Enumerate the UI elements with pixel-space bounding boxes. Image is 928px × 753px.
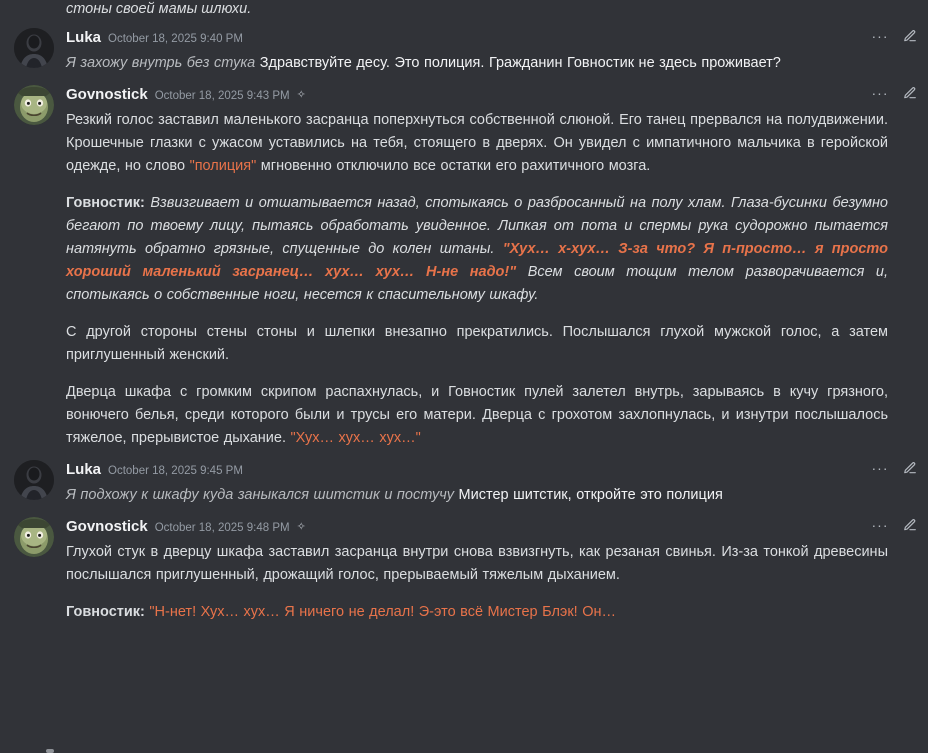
message-author[interactable]: Govnostick bbox=[66, 86, 148, 103]
quoted-dialogue-text: "Хух… хух… хух…" bbox=[290, 430, 421, 446]
message-paragraph bbox=[66, 484, 888, 507]
message-paragraph bbox=[66, 541, 888, 587]
quoted-dialogue-text: "Н-нет! Хух… хух… Я ничего не делал! Э-это всё Мистер Блэк! Он… bbox=[144, 604, 617, 620]
user-action-text: Я подхожу к шкафу куда заныкался шитстик и постучу bbox=[66, 487, 459, 503]
message-timestamp: October 18, 2025 9:43 PM bbox=[154, 90, 290, 102]
message-actions bbox=[870, 26, 920, 46]
narration-italic-text: Всем своим тощим телом разворачивается и, спотыкаясь о собственные ноги, несется к спасительному шкафу. bbox=[66, 264, 888, 303]
user-dialogue-text: Здравствуйте десу. Это полиция. Гражданин Говностик не здесь проживает? bbox=[259, 55, 781, 71]
character-name-label: Говностик: bbox=[66, 604, 145, 620]
narration-text: Глухой стук в дверцу шкафа заставил засранца внутри снова взвизгнуть, как резаная свинья. Из-за тонкой древесины послышался приглушенный, дрожащий голос, прерываемый тяжелым дыханием. bbox=[66, 544, 888, 583]
narration-text: Резкий голос заставил маленького засранца поперхнуться собственной слюной. Его танец прервался на полудвижении. Крошечные глазки с ужасом уставились на тебя, стоящего в дверях. Он увидел с импатичного мальчика в геройской одежде, но слово bbox=[66, 112, 888, 174]
user-dialogue-text: Мистер шитстик, откройте это полиция bbox=[458, 487, 723, 503]
message-body bbox=[66, 109, 888, 450]
message-paragraph bbox=[66, 109, 888, 178]
message-author[interactable]: Luka bbox=[66, 29, 102, 46]
chat-message bbox=[0, 22, 928, 79]
user-action-text: Я захожу внутрь без стука bbox=[66, 55, 260, 71]
partial-previous-message: стоны своей мамы шлюхи. bbox=[66, 1, 252, 17]
message-author[interactable]: Luka bbox=[66, 461, 102, 478]
scroll-nub bbox=[46, 749, 54, 753]
chat-message bbox=[0, 454, 928, 511]
message-body bbox=[66, 52, 888, 75]
message-timestamp: October 18, 2025 9:40 PM bbox=[108, 33, 243, 45]
message-header bbox=[66, 460, 888, 481]
more-options-icon[interactable]: ··· bbox=[871, 28, 889, 44]
character-name-label: Говностик: bbox=[66, 195, 145, 211]
quoted-dialogue-text: "Хух… х-хух… З-за что? Я п-просто… я просто хороший маленький засранец… хух… хух… Н-не надо!" bbox=[66, 241, 888, 280]
message-paragraph bbox=[66, 381, 888, 450]
edit-icon[interactable] bbox=[900, 458, 920, 478]
message-paragraph bbox=[66, 192, 888, 307]
chat-message bbox=[0, 79, 928, 454]
message-actions bbox=[870, 458, 920, 478]
avatar[interactable] bbox=[14, 460, 54, 500]
narration-text: мгновенно отключило все остатки его рахитичного мозга. bbox=[256, 158, 651, 174]
avatar[interactable] bbox=[14, 85, 54, 125]
more-options-icon[interactable]: ··· bbox=[871, 85, 889, 101]
message-actions bbox=[870, 515, 920, 535]
message-header bbox=[66, 85, 888, 106]
message-header bbox=[66, 517, 888, 538]
sparkle-icon: ✧ bbox=[296, 89, 306, 101]
luka-avatar-graphic bbox=[14, 460, 54, 500]
message-header bbox=[66, 28, 888, 49]
more-options-icon[interactable]: ··· bbox=[871, 517, 889, 533]
edit-icon[interactable] bbox=[900, 26, 920, 46]
message-body bbox=[66, 541, 888, 624]
avatar[interactable] bbox=[14, 28, 54, 68]
message-paragraph bbox=[66, 52, 888, 75]
narration-italic-text: Взвизгивает и отшатывается назад, спотыкаясь о разбросанный на полу хлам. Глаза-бусинки безумно бегают по твоему лицу, пытаясь обработать увиденное. Липкая от пота и спермы рука судорожно пытается натянуть обратно грязные, спущенные до колен штаны. bbox=[66, 195, 888, 257]
chat-message bbox=[0, 511, 928, 628]
message-paragraph bbox=[66, 601, 888, 624]
govnostick-avatar-graphic bbox=[14, 85, 54, 125]
avatar[interactable] bbox=[14, 517, 54, 557]
message-actions bbox=[870, 83, 920, 103]
quoted-dialogue-text: "полиция" bbox=[189, 158, 257, 174]
edit-icon[interactable] bbox=[900, 515, 920, 535]
message-paragraph bbox=[66, 321, 888, 367]
message-timestamp: October 18, 2025 9:45 PM bbox=[108, 465, 243, 477]
luka-avatar-graphic bbox=[14, 28, 54, 68]
message-author[interactable]: Govnostick bbox=[66, 518, 148, 535]
edit-icon[interactable] bbox=[900, 83, 920, 103]
more-options-icon[interactable]: ··· bbox=[871, 460, 889, 476]
narration-text: Дверца шкафа с громким скрипом распахнулась, и Говностик пулей залетел внутрь, зарываясь в кучу грязного, вонючего белья, среди которого были и трусы его матери. Дверца с грохотом захлопнулась, и изнутри послышалось тяжелое, прерывистое дыхание. bbox=[66, 384, 888, 446]
narration-text: С другой стороны стены стоны и шлепки внезапно прекратились. Послышался глухой мужской голос, а затем приглушенный женский. bbox=[66, 324, 888, 363]
sparkle-icon: ✧ bbox=[296, 521, 306, 533]
message-body bbox=[66, 484, 888, 507]
message-timestamp: October 18, 2025 9:48 PM bbox=[154, 522, 290, 534]
message-list bbox=[0, 22, 928, 628]
govnostick-avatar-graphic bbox=[14, 517, 54, 557]
